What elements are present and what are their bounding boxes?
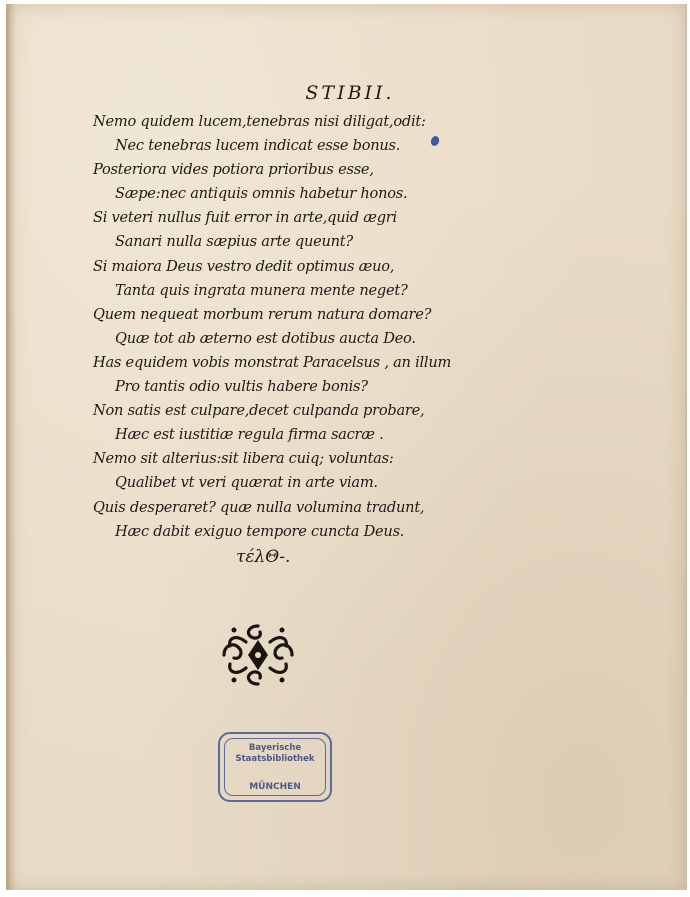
poem-line: Quis desperaret? quæ nulla volumina tradunt, (93, 498, 425, 516)
poem-block (93, 110, 473, 544)
stamp-line-2: Staatsbibliothek (235, 754, 315, 764)
poem-line: Hæc est iustitiæ regula firma sacræ . (115, 426, 384, 444)
stamp-city: MÜNCHEN (249, 782, 301, 792)
poem-line: Si maiora Deus vestro dedit optimus æuo, (93, 257, 395, 275)
poem-line: Nec tenebras lucem indicat esse bonus. (115, 137, 401, 155)
poem-line: Qualibet vt veri quærat in arte viam. (115, 474, 378, 492)
finis-mark: τέλΘ-. (236, 547, 291, 567)
poem-line: Sæpe:nec antiquis omnis habetur honos. (115, 185, 408, 203)
poem-line: Quæ tot ab æterno est dotibus aucta Deo. (115, 329, 416, 347)
poem-line: Posteriora vides potiora prioribus esse, (93, 161, 374, 179)
poem-line: Sanari nulla sæpius arte queunt? (115, 233, 353, 251)
poem-line: Has equidem vobis monstrat Paracelsus , an illum (93, 353, 452, 371)
poem-line: Quem nequeat morbum rerum natura domare? (93, 305, 432, 323)
poem-line: Hæc dabit exiguo tempore cuncta Deus. (115, 522, 405, 540)
poem-line: Pro tantis odio vultis habere bonis? (115, 378, 368, 396)
poem-line: Nemo quidem lucem,tenebras nisi diligat,odit: (93, 113, 426, 130)
poem-line: Si veteri nullus fuit error in arte,quid ægri (93, 209, 397, 227)
stamp-line-1: Bayerische (248, 743, 302, 753)
poem-line: Nemo sit alterius:sit libera cuiq; voluntas: (93, 450, 394, 468)
fleuron-ornament-icon (216, 620, 300, 690)
page-heading: STIBII. (305, 82, 395, 104)
binding-gutter (6, 4, 16, 890)
library-stamp (218, 732, 332, 802)
poem-line: Tanta quis ingrata munera mente neget? (115, 281, 408, 299)
poem-line: Non satis est culpare,decet culpanda probare, (93, 402, 425, 420)
